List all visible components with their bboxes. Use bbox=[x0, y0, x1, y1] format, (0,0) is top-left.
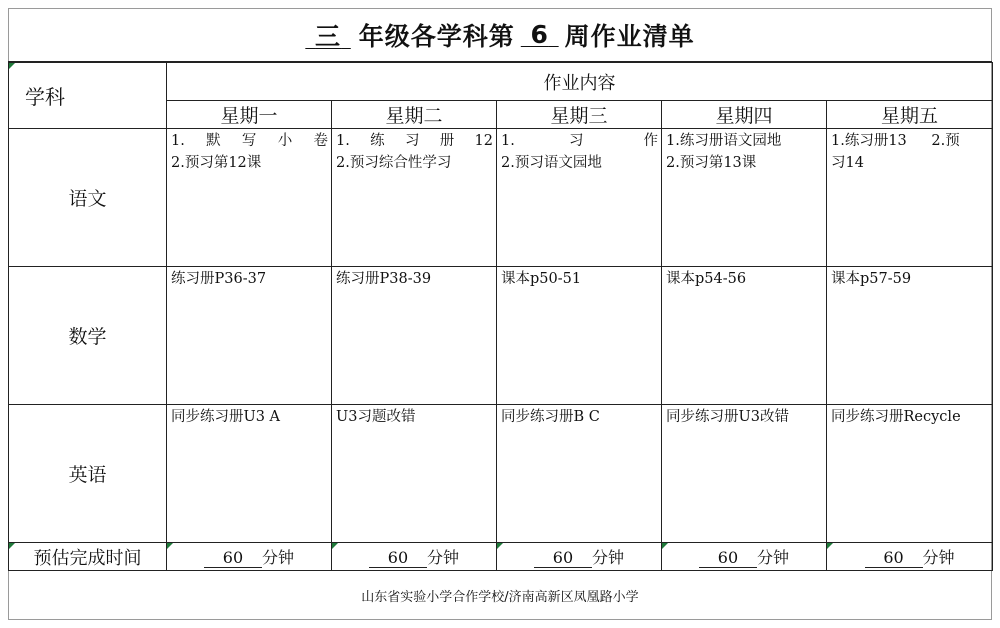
estimate-thu bbox=[662, 543, 827, 571]
title-week-blank: 6 bbox=[530, 20, 549, 49]
cell-line: 练习册P36-37 bbox=[171, 271, 267, 287]
estimate-tue bbox=[332, 543, 497, 571]
cell-line: 课本p54-56 bbox=[666, 271, 747, 287]
estimate-unit: 分钟 bbox=[591, 548, 624, 567]
page-title bbox=[8, 8, 992, 62]
cell-line: 习14 bbox=[831, 155, 864, 171]
title-grade-blank: 三 bbox=[315, 21, 342, 51]
estimate-mon bbox=[167, 543, 332, 571]
table-row-english bbox=[9, 405, 993, 543]
cell-line: 2.预习第12课 bbox=[171, 155, 262, 171]
table-row-math bbox=[9, 267, 993, 405]
cell-english-tue bbox=[332, 405, 497, 543]
cell-line: 2.预习语文园地 bbox=[501, 155, 602, 171]
estimate-wed bbox=[497, 543, 662, 571]
cell-line: 练习册P38-39 bbox=[336, 271, 432, 287]
homework-table bbox=[8, 62, 993, 571]
cell-chinese-tue bbox=[332, 129, 497, 267]
cell-line: 2.预习综合性学习 bbox=[336, 155, 452, 171]
cell-math-tue bbox=[332, 267, 497, 405]
estimate-value: 60 bbox=[699, 549, 757, 568]
header-content: 作业内容 bbox=[167, 63, 993, 101]
cell-chinese-fri bbox=[827, 129, 993, 267]
header-day-mon: 星期一 bbox=[167, 101, 332, 129]
cell-english-mon bbox=[167, 405, 332, 543]
title-text-mid: 年级各学科第 bbox=[358, 21, 515, 51]
cell-line: 同步练习册B C bbox=[501, 409, 600, 425]
school-footer: 山东省实验小学合作学校/济南高新区凤凰路小学 bbox=[361, 589, 639, 605]
cell-math-wed bbox=[497, 267, 662, 405]
cell-english-thu bbox=[662, 405, 827, 543]
cell-math-thu bbox=[662, 267, 827, 405]
cell-line: 同步练习册U3改错 bbox=[666, 409, 789, 425]
estimate-unit: 分钟 bbox=[426, 548, 459, 567]
estimate-unit: 分钟 bbox=[261, 548, 294, 567]
table-row-chinese bbox=[9, 129, 993, 267]
cell-chinese-thu bbox=[662, 129, 827, 267]
cell-english-fri bbox=[827, 405, 993, 543]
cell-line: 同步练习册Recycle bbox=[831, 409, 961, 425]
table-row-estimate bbox=[9, 543, 993, 571]
estimate-fri bbox=[827, 543, 993, 571]
header-subject: 学科 bbox=[9, 63, 167, 129]
cell-line: 同步练习册U3 A bbox=[171, 409, 281, 425]
estimate-value: 60 bbox=[534, 549, 592, 568]
estimate-value: 60 bbox=[204, 549, 262, 568]
header-day-tue: 星期二 bbox=[332, 101, 497, 129]
subject-chinese: 语文 bbox=[9, 129, 167, 267]
cell-math-mon bbox=[167, 267, 332, 405]
cell-chinese-wed bbox=[497, 129, 662, 267]
cell-line: 课本p50-51 bbox=[501, 271, 582, 287]
cell-line: 1. 练 习 册 12 bbox=[336, 133, 493, 149]
cell-chinese-mon bbox=[167, 129, 332, 267]
header-day-fri: 星期五 bbox=[827, 101, 993, 129]
cell-math-fri bbox=[827, 267, 993, 405]
cell-line: U3习题改错 bbox=[336, 409, 416, 425]
header-day-wed: 星期三 bbox=[497, 101, 662, 129]
estimate-value: 60 bbox=[865, 549, 923, 568]
cell-line: 课本p57-59 bbox=[831, 271, 912, 287]
cell-line: 1. 默 写 小 卷 bbox=[171, 133, 328, 149]
subject-math: 数学 bbox=[9, 267, 167, 405]
header-day-thu: 星期四 bbox=[662, 101, 827, 129]
cell-line: 1.练习册语文园地 bbox=[666, 133, 782, 149]
estimate-value: 60 bbox=[369, 549, 427, 568]
cell-line: 1. 习 作 bbox=[501, 133, 658, 149]
cell-line: 2.预习第13课 bbox=[666, 155, 757, 171]
estimate-unit: 分钟 bbox=[756, 548, 789, 567]
cell-english-wed bbox=[497, 405, 662, 543]
subject-english: 英语 bbox=[9, 405, 167, 543]
title-text-end: 周作业清单 bbox=[564, 21, 695, 51]
estimate-label: 预估完成时间 bbox=[9, 543, 167, 571]
cell-line: 1.练习册13 2.预 bbox=[831, 133, 960, 149]
estimate-unit: 分钟 bbox=[922, 548, 955, 567]
